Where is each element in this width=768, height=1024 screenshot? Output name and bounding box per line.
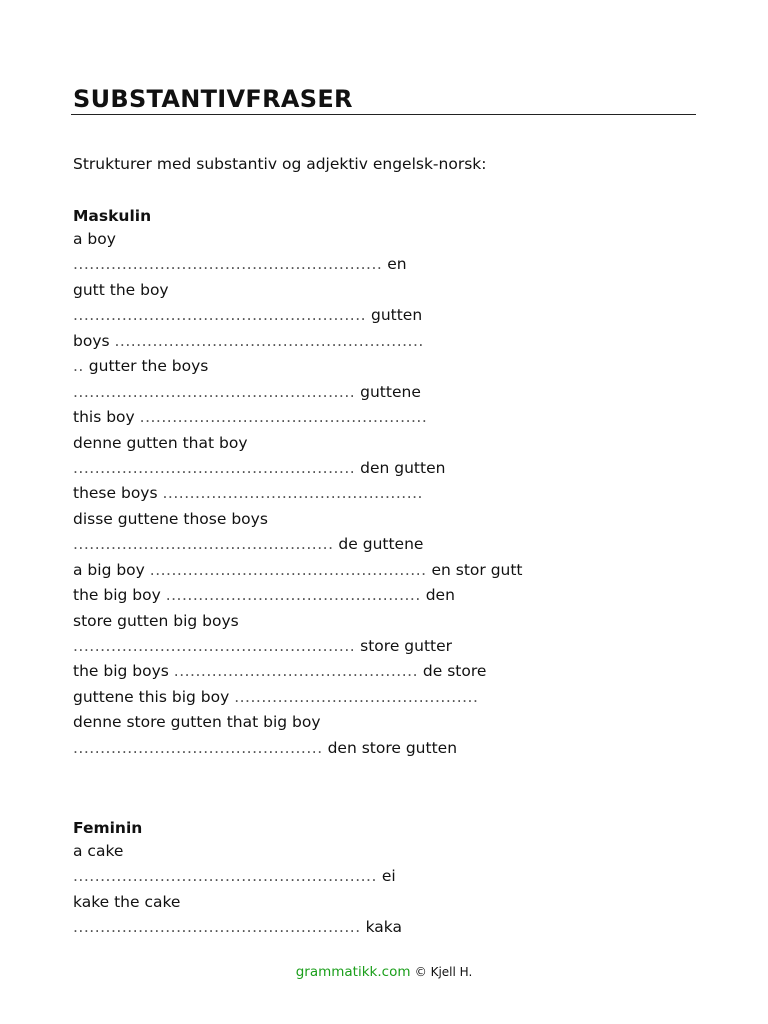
exercise-line: ...................................................... gutten (73, 306, 423, 325)
exercise-line: .................................................... guttene (73, 382, 421, 401)
footer-site-link[interactable]: grammatikk.com (295, 964, 411, 980)
dot-leader: ......................................................... (73, 255, 383, 274)
exercise-line: the big boys ............................................. de store (73, 662, 487, 681)
exercise-line: the big boy ............................................... den (73, 586, 455, 605)
exercise-line: .................................................... den gutten (73, 458, 446, 477)
exercise-line: ........................................................ ei (73, 867, 396, 886)
feminine-section (73, 818, 695, 941)
masculine-heading: Maskulin (73, 207, 152, 225)
feminine-heading: Feminin (73, 819, 143, 837)
dot-leader: ......................................................... (114, 331, 424, 350)
footer-copyright: © Kjell H. (414, 965, 473, 979)
page-title: SUBSTANTIVFRASER (73, 85, 353, 113)
dot-leader: ................................................ (73, 535, 334, 554)
dot-leader: ..................................................... (73, 918, 361, 937)
dot-leader: ..................................................... (139, 408, 428, 427)
exercise-line: .............................................. den store gutten (73, 738, 458, 757)
page-footer (0, 963, 768, 981)
intro-text: Strukturer med substantiv og adjektiv engelsk-norsk: (73, 155, 487, 173)
exercise-line: gutt the boy (73, 280, 169, 299)
exercise-line: this boy ..................................................... (73, 408, 428, 427)
exercise-line: denne gutten that boy (73, 433, 248, 452)
title-underline (71, 114, 696, 115)
dot-leader: .................................................... (73, 458, 356, 477)
exercise-line: a big boy ................................................... en stor gutt (73, 560, 523, 579)
exercise-line: these boys ................................................ (73, 484, 423, 503)
exercise-line: a cake (73, 842, 124, 860)
exercise-line: store gutten big boys (73, 611, 239, 630)
exercise-line: ................................................ de guttene (73, 535, 424, 554)
dot-leader: ........................................................ (73, 867, 377, 886)
dot-leader: ................................................... (149, 560, 427, 579)
dot-leader: .................................................... (73, 637, 356, 655)
exercise-line: a boy (73, 230, 116, 248)
exercise-line: boys ......................................................... (73, 331, 424, 350)
exercise-line: .. gutter the boys (73, 357, 209, 376)
exercise-line: denne store gutten that big boy (73, 713, 321, 732)
exercise-line: kake the cake (73, 892, 181, 911)
dot-leader: .. (73, 357, 84, 376)
exercise-line: guttene this big boy ............................................. (73, 687, 479, 706)
dot-leader: .................................................... (73, 382, 356, 401)
exercise-line: ......................................................... en (73, 255, 407, 274)
dot-leader: ...................................................... (73, 306, 367, 325)
exercise-line: disse guttene those boys (73, 509, 268, 528)
exercise-line: .................................................... store gutter (73, 637, 453, 655)
masculine-section (73, 206, 695, 761)
dot-leader: ................................................ (162, 484, 423, 503)
dot-leader: ............................................... (165, 586, 421, 605)
dot-leader: .............................................. (73, 738, 323, 757)
dot-leader: ............................................. (173, 662, 418, 681)
dot-leader: ............................................. (234, 687, 479, 706)
exercise-line: ..................................................... kaka (73, 918, 402, 937)
